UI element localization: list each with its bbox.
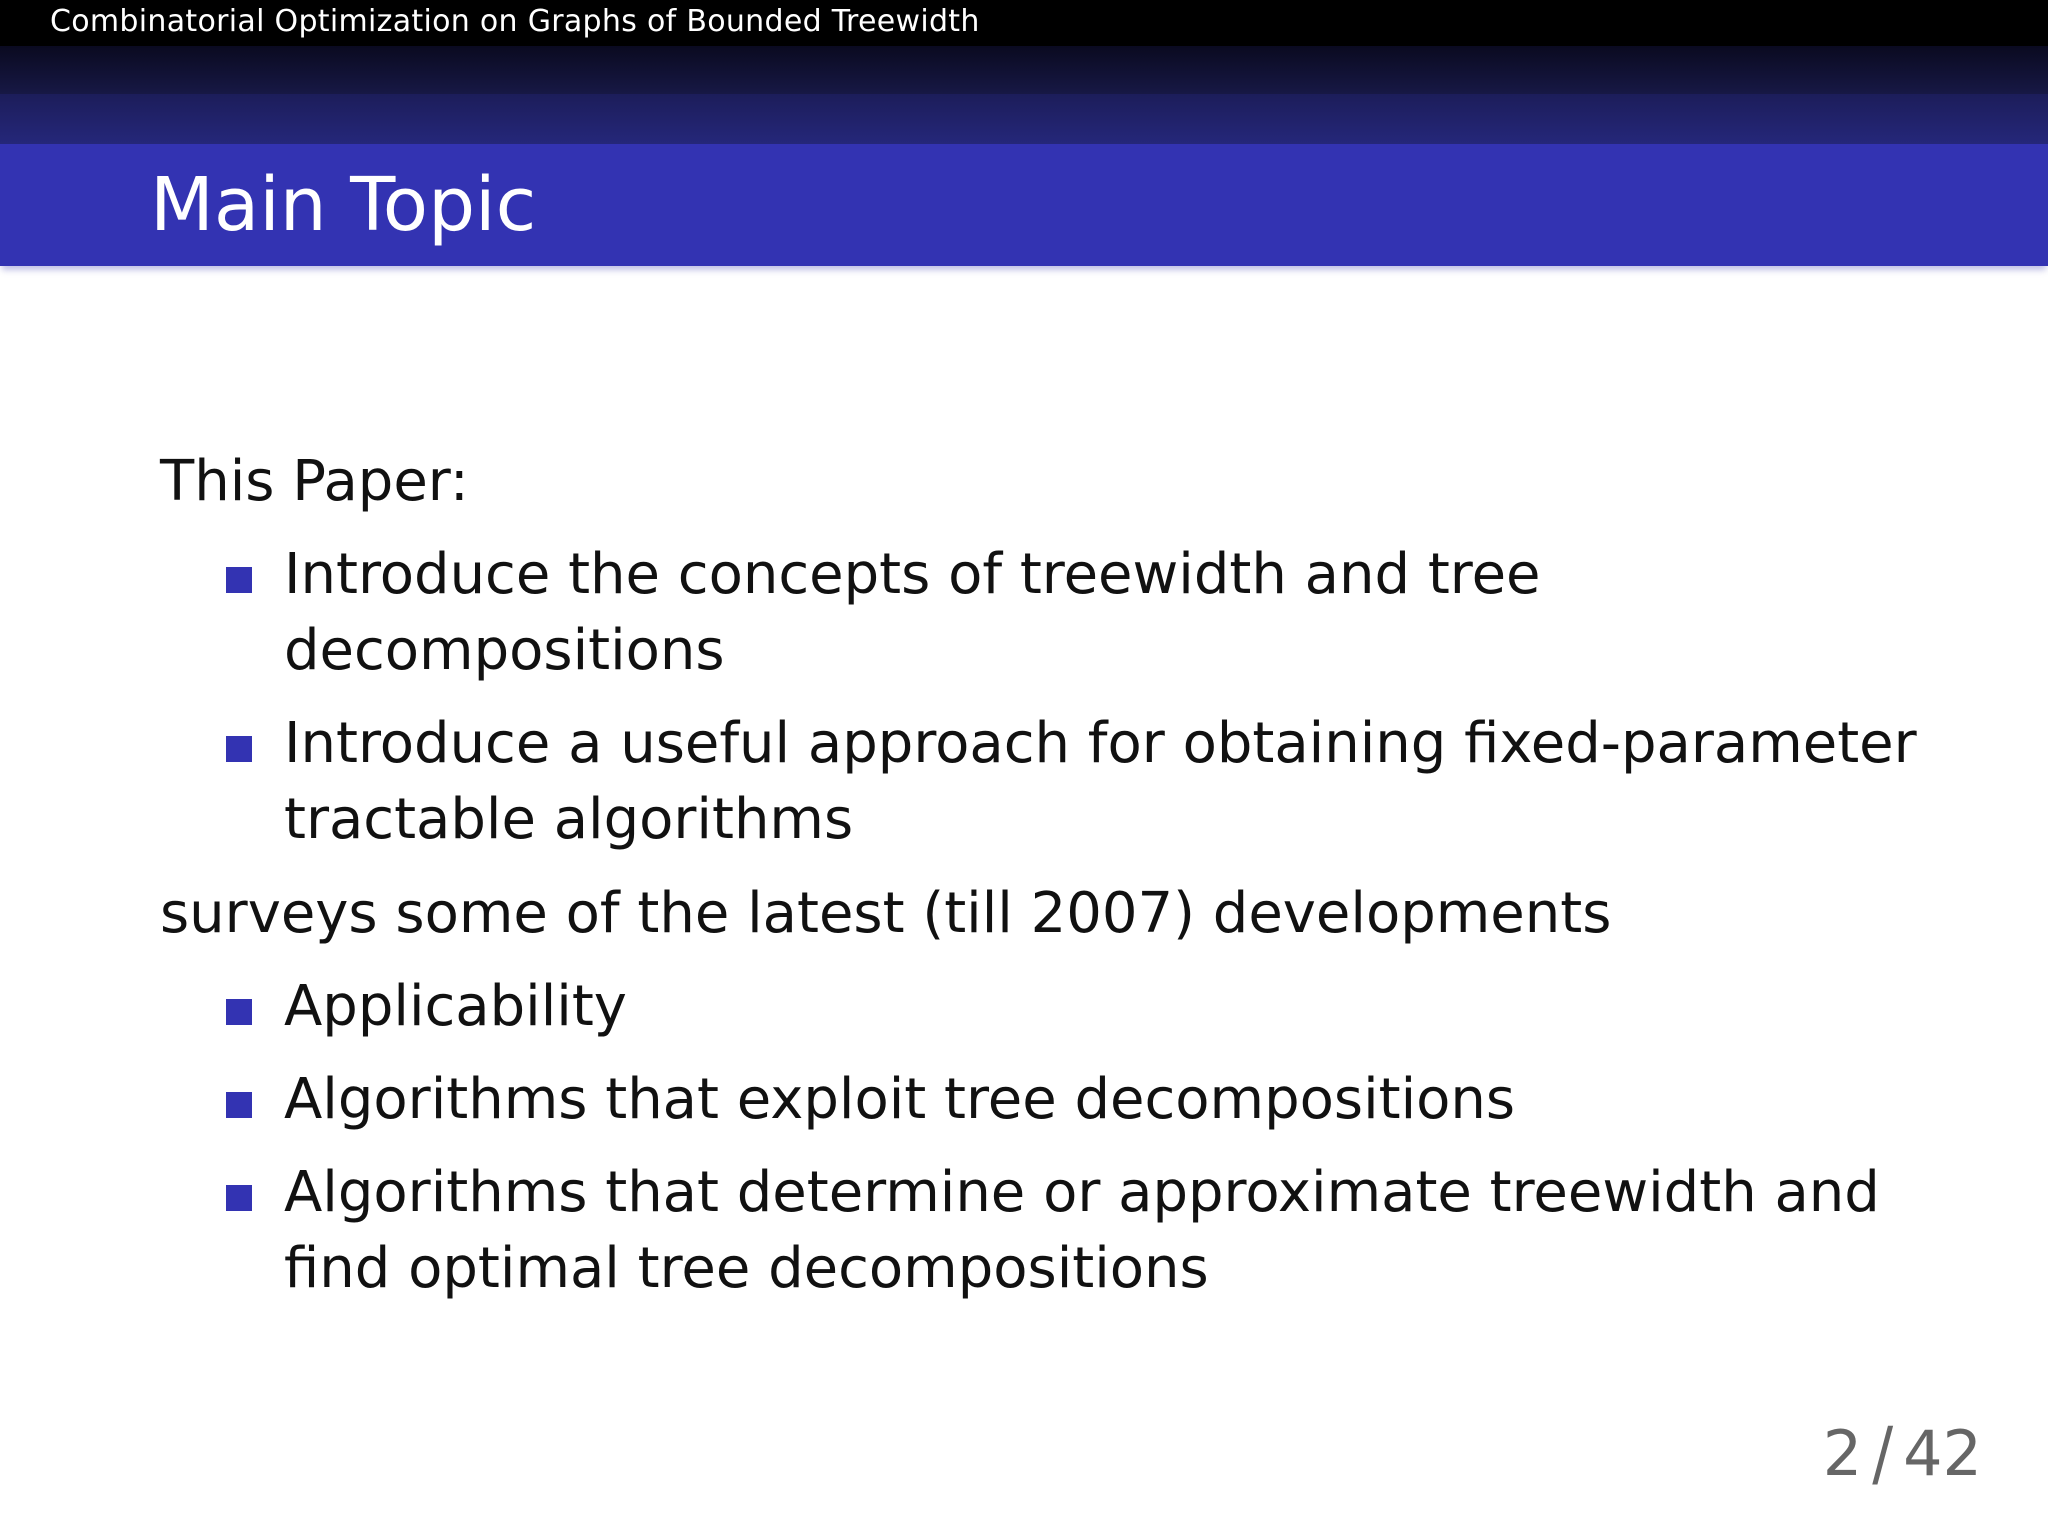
square-bullet-icon <box>226 999 252 1025</box>
headline-bar <box>0 0 2048 46</box>
bullet-text: Introduce the concepts of treewidth and tree decompositions <box>284 542 1541 683</box>
square-bullet-icon <box>226 1092 252 1118</box>
page-number <box>1822 1411 1982 1496</box>
square-bullet-icon <box>226 1185 252 1211</box>
presentation-title: Combinatorial Optimization on Graphs of Bounded Treewidth <box>50 4 980 39</box>
square-bullet-icon <box>226 567 252 593</box>
bullet-text: Algorithms that exploit tree decompositions <box>284 1067 1516 1132</box>
bullet-text: Algorithms that determine or approximate treewidth and find optimal tree decompositions <box>284 1160 1880 1301</box>
intro-bullet-list <box>160 537 1940 858</box>
frame-title-bar <box>0 144 2048 266</box>
bullet-text: Introduce a useful approach for obtaining fixed-parameter tractable algorithms <box>284 711 1917 852</box>
header-band-mid <box>0 94 2048 144</box>
bullet-text: Applicability <box>284 974 627 1039</box>
page-current: 2 <box>1822 1417 1863 1490</box>
bullet-item <box>284 1155 1940 1307</box>
slide-content <box>160 444 1940 1325</box>
header-band-dark <box>0 46 2048 94</box>
page-separator: / <box>1872 1411 1894 1496</box>
bullet-item <box>284 969 1940 1045</box>
frame-title: Main Topic <box>150 162 537 248</box>
page-total: 42 <box>1903 1417 1982 1490</box>
bullet-item <box>284 706 1940 858</box>
bullet-item <box>284 537 1940 689</box>
bullet-item <box>284 1062 1940 1138</box>
survey-text: surveys some of the latest (till 2007) developments <box>160 881 1612 946</box>
intro-text: This Paper: <box>160 449 469 514</box>
survey-bullet-list <box>160 969 1940 1307</box>
square-bullet-icon <box>226 736 252 762</box>
